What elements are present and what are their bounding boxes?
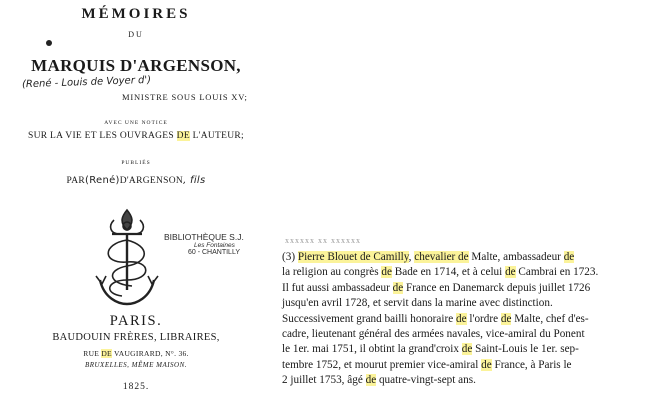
footnote-text: Successivement grand bailli honoraire <box>282 312 456 325</box>
faded-bleed-text: xxxxxx xx xxxxxx <box>285 236 361 244</box>
title-marquis: MARQUIS D'ARGENSON, <box>31 56 241 75</box>
publisher-prefix: PAR <box>66 176 85 186</box>
printer-line: BAUDOUIN FRÈRES, LIBRAIRES, <box>52 332 220 343</box>
highlighted-text: de <box>500 312 512 325</box>
highlighted-text: de <box>392 281 404 294</box>
footnote-text: Saint-Louis le 1er. sep- <box>472 343 579 356</box>
highlighted-text: de <box>481 358 492 371</box>
brussels-line: BRUXELLES, MÊME MAISON. <box>84 361 188 369</box>
highlighted-text: chevalier de <box>414 251 469 263</box>
published-label: PUBLIÉS <box>121 160 151 166</box>
highlighted-text: de <box>505 266 516 279</box>
highlighted-text: Pierre Blouet de Camilly <box>297 251 409 263</box>
address-after: VAUGIRARD, N°. 36. <box>111 349 189 358</box>
notice-main-highlight: DE <box>176 131 190 141</box>
notice-main-after: L'AUTEUR; <box>189 131 244 141</box>
footnote-line <box>282 327 644 342</box>
footnote-line <box>282 312 644 327</box>
highlighted-text: de <box>455 312 467 325</box>
publisher-handwritten-suffix: , fils <box>183 175 206 186</box>
footnote-line <box>282 250 644 265</box>
title-du: DU <box>128 30 144 39</box>
footnote-line <box>282 358 644 373</box>
library-stamp-line2: Les Fontaines <box>194 242 235 249</box>
library-stamp <box>164 232 270 266</box>
title-page <box>0 0 272 411</box>
footnote-line <box>282 373 644 388</box>
highlighted-text: de <box>381 266 392 279</box>
footnote-text: cadre, lieutenant général des armées navales, vice-amiral du Ponent <box>282 328 585 341</box>
footnote-text: Cambrai en 1723. <box>515 266 599 279</box>
notice-main-before: SUR LA VIE ET LES OUVRAGES <box>27 131 177 141</box>
subtitle-ministre: MINISTRE SOUS LOUIS XV; <box>122 92 248 102</box>
footnote-text: tembre 1752, et mourut premier vice-amiral <box>282 358 482 371</box>
highlighted-text: de <box>461 343 473 356</box>
footnote-text: Il fut aussi ambassadeur <box>282 281 393 294</box>
footnote-text: l'ordre <box>466 312 501 325</box>
publisher-handwritten-name: (René) <box>85 175 120 186</box>
footnote-text: France en Danemarck depuis juillet 1726 <box>403 281 591 294</box>
footnote-text: , <box>408 251 415 263</box>
footnote-text: jusqu'en avril 1728, et servit dans la marine avec distinction. <box>282 297 553 310</box>
address-highlight: DE <box>101 349 112 358</box>
notice-main <box>0 131 272 141</box>
footnote-text: Malte, ambassadeur <box>468 251 564 263</box>
footnote-text: la religion au congrès <box>282 266 382 279</box>
footnote-text: quatre-vingt-sept ans. <box>376 374 476 387</box>
footnote-line <box>282 281 644 296</box>
footnote-text: 2 juillet 1753, âgé <box>282 374 366 387</box>
library-stamp-line3: 60 - CHANTILLY <box>188 249 240 256</box>
title-memoires: MÉMOIRES <box>81 6 191 22</box>
footnote-text: Bade en 1714, et à celui <box>391 266 506 279</box>
publisher-line <box>0 175 272 186</box>
city-paris: PARIS. <box>109 313 163 329</box>
notice-intro: AVEC UNE NOTICE <box>104 120 168 126</box>
footnote-text: Malte, chef d'es- <box>511 312 589 325</box>
address-before: RUE <box>83 349 102 358</box>
footnote-line <box>282 265 644 280</box>
footnote-line <box>282 296 644 311</box>
handwritten-annotation: (René - Louis de Voyer d') <box>21 74 152 91</box>
footnote-block <box>282 250 644 389</box>
year: 1825. <box>122 382 150 392</box>
publisher-main: D'ARGENSON <box>119 176 184 186</box>
footnote-line <box>282 342 644 357</box>
highlighted-text: de <box>365 374 377 387</box>
highlighted-text: de <box>563 251 575 263</box>
ink-dot <box>46 40 52 46</box>
footnote-text: France, à Paris le <box>491 358 572 371</box>
footnote-text: le 1er. mai 1751, il obtint la grand'croix <box>282 343 462 356</box>
anchor-emblem <box>92 206 162 308</box>
library-stamp-line1: BIBLIOTHÈQUE S.J. <box>164 232 244 242</box>
footnote-text: (3) <box>282 251 298 263</box>
address-line <box>0 349 272 358</box>
